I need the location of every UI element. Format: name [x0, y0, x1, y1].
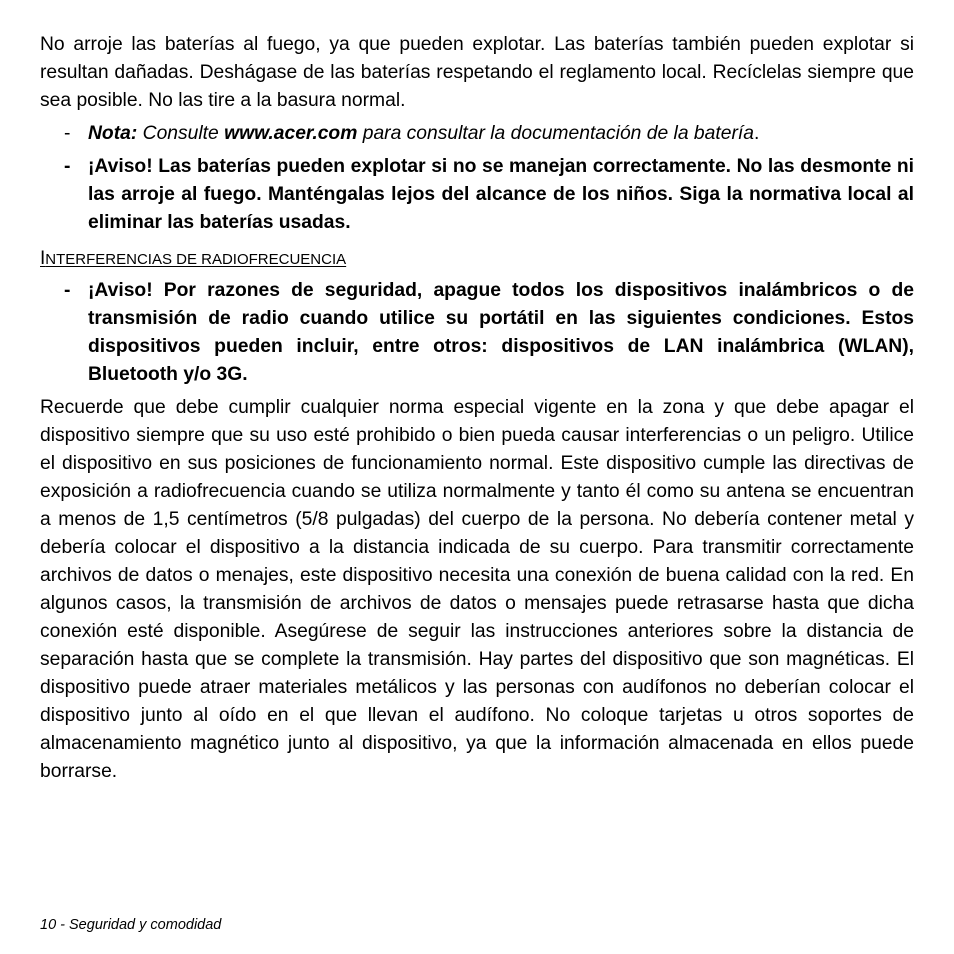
- warning-radio-text: ¡Aviso! Por razones de seguridad, apague todos los dispositivos inalámbricos o de transmisión de radio cuando utilice su portátil en las siguientes condiciones. Estos dispositivos pueden incluir, entre otros: dispositivos de LAN inalámbrica (WLAN), Bluetooth y/o 3G.: [88, 280, 914, 385]
- heading-rest: NTERFERENCIAS DE RADIOFRECUENCIA: [45, 251, 347, 268]
- page-footer: 10 - Seguridad y comodidad: [40, 917, 222, 933]
- body-paragraph: Recuerde que debe cumplir cualquier norma especial vigente en la zona y que debe apagar el dispositivo siempre que su uso esté prohibido o bien pueda causar interferencias o un peligro. Utilice el dispositivo en sus posiciones de funcionamiento normal. Este dispositivo cumple las directivas de exposición a radiofrecuencia cuando se utiliza normalmente y tanto él como su antena se encuentran a menos de 1,5 centímetros (5/8 pulgadas) del cuerpo de la persona. No debería contener metal y debería colocar el dispositivo a la distancia indicada de su cuerpo. Para transmitir correctamente archivos de datos o menajes, este dispositivo necesita una conexión de buena calidad con la red. En algunos casos, la transmisión de archivos de datos o mensajes puede retrasarse hasta que dicha conexión esté disponible. Asegúrese de seguir las instrucciones anteriores sobre la distancia de separación hasta que se complete la transmisión. Hay partes del dispositivo que son magnéticas. El dispositivo puede atraer materiales metálicos y las personas con audífonos no deberían colocar el dispositivo junto al oído en el que llevan el audífono. No coloque tarjetas u otros soportes de almacenamiento magnético junto al dispositivo, ya que la información almacenada en ellos puede borrarse.: [40, 397, 914, 782]
- note-url: www.acer.com: [224, 123, 358, 144]
- warning-radio-item: [40, 277, 914, 389]
- list-dash: -: [64, 280, 71, 301]
- list-dash: -: [64, 123, 71, 144]
- intro-paragraph: No arroje las baterías al fuego, ya que pueden explotar. Las baterías también pueden explotar si resultan dañadas. Deshágase de las baterías respetando el reglamento local. Recíclelas siempre que sea posible. No las tire a la basura normal.: [40, 34, 914, 111]
- warning-battery-text: ¡Aviso! Las baterías pueden explotar si no se manejan correctamente. No las desmonte ni las arroje al fuego. Manténgalas lejos del alcance de los niños. Siga la normativa local al eliminar las baterías usadas.: [88, 156, 914, 233]
- heading-initial: I: [40, 248, 46, 269]
- note-item: - Nota: Consulte www.acer.com para consultar la documentación de la batería.: [40, 120, 914, 148]
- warning-battery-item: [40, 153, 914, 237]
- note-pre: Consulte: [142, 123, 219, 144]
- document-page: [40, 31, 914, 786]
- list-dash: -: [64, 156, 71, 177]
- section-heading: [40, 247, 914, 272]
- note-label: Nota:: [88, 123, 138, 144]
- note-post: para consultar la documentación de la batería: [362, 123, 754, 144]
